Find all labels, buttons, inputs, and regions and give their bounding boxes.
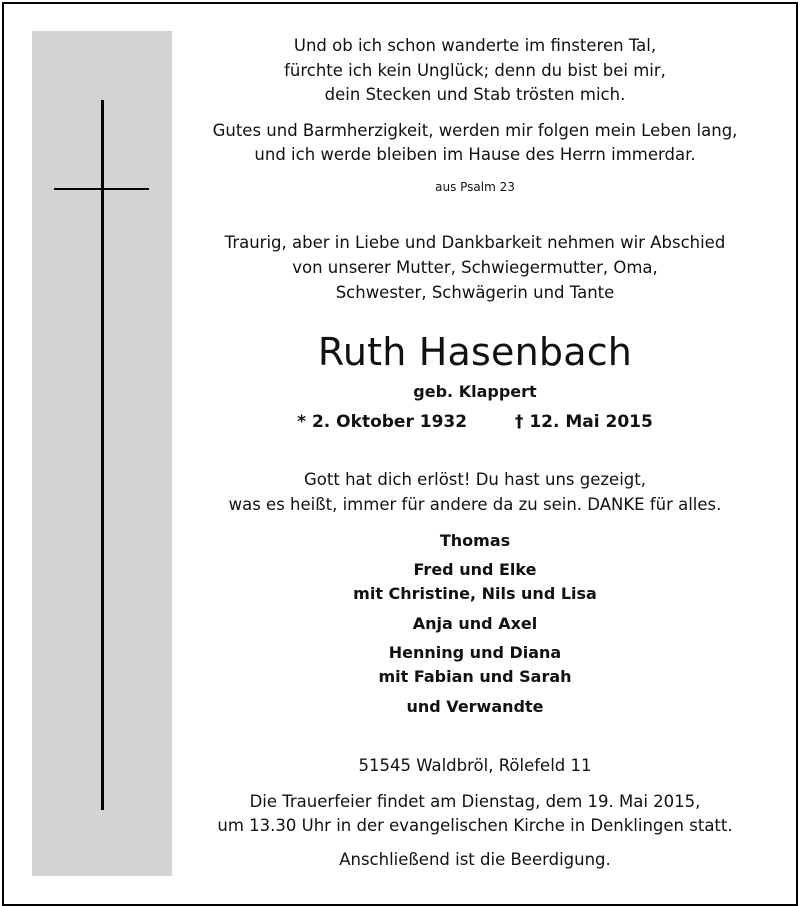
birth-date: * 2. Oktober 1932: [297, 412, 468, 432]
intro-line: von unserer Mutter, Schwiegermutter, Oma,: [292, 258, 658, 277]
psalm-line: Und ob ich schon wanderte im finsteren Tal,: [293, 36, 657, 55]
psalm-line: und ich werde bleiben im Hause des Herrn immerdar.: [254, 145, 696, 164]
mourner-line: Fred und Elke: [413, 560, 537, 579]
death-date: † 12. Mai 2015: [514, 412, 653, 432]
service-line: um 13.30 Uhr in der evangelischen Kirche in Denklingen statt.: [217, 816, 733, 835]
notice-content: [180, 0, 770, 906]
psalm-line: Gutes und Barmherzigkeit, werden mir folgen mein Leben lang,: [212, 121, 738, 140]
mourner-line: mit Fabian und Sarah: [378, 667, 572, 686]
psalm-line: dein Stecken und Stab trösten mich.: [324, 85, 626, 104]
psalm-source: aus Psalm 23: [435, 180, 515, 194]
mourner-line: und Verwandte: [406, 697, 544, 716]
maiden-name: geb. Klappert: [413, 382, 537, 401]
mourner-line: Anja und Axel: [412, 614, 538, 633]
message-line: was es heißt, immer für andere da zu sein. DANKE für alles.: [228, 495, 722, 514]
deceased-name: Ruth Hasenbach: [317, 330, 633, 374]
cross-vertical-bar: [101, 100, 104, 810]
mourner-line: Henning und Diana: [388, 643, 562, 662]
mourner-line: Thomas: [439, 531, 511, 550]
service-line: Die Trauerfeier findet am Dienstag, dem 19. Mai 2015,: [249, 792, 701, 811]
message-line: Gott hat dich erlöst! Du hast uns gezeigt,: [304, 470, 646, 489]
mourner-line: mit Christine, Nils und Lisa: [353, 584, 597, 603]
intro-line: Traurig, aber in Liebe und Dankbarkeit nehmen wir Abschied: [224, 233, 726, 252]
life-dates: [180, 412, 770, 432]
address: 51545 Waldbröl, Rölefeld 11: [358, 756, 592, 775]
burial-note: Anschließend ist die Beerdigung.: [339, 850, 611, 869]
psalm-line: fürchte ich kein Unglück; denn du bist bei mir,: [284, 61, 666, 80]
cross-horizontal-bar: [54, 188, 149, 190]
intro-line: Schwester, Schwägerin und Tante: [335, 283, 615, 302]
